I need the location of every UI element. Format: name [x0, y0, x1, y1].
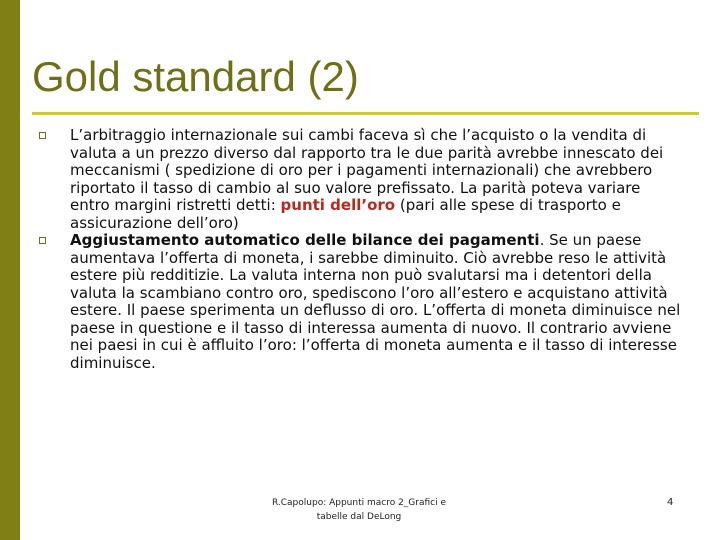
- slide-title: Gold standard (2): [32, 53, 359, 100]
- square-bullet-icon: [39, 132, 46, 139]
- bullet-text-part: (pari alle spese di trasporto e assicurazione dell’oro): [70, 196, 621, 232]
- bullet-item-arbitrage: [36, 127, 684, 232]
- footer-line: R.Capolupo: Appunti macro 2_Grafici e: [271, 498, 447, 508]
- bullet-text-part: L’arbitraggio internazionale sui cambi faceva sì che l’acquisto o la vendita di valuta a un prezzo diverso dal rapporto tra le due parità avrebbe innescato dei meccanismi ( spedizione di oro per i pagamenti internazionali) che avrebbero riportato il tasso di cambio al suo valore prefissato. La parità poteva variare entro margini ristretti detti:: [70, 126, 664, 214]
- page-number: 4: [667, 497, 674, 508]
- title-underline: [32, 112, 699, 115]
- bullet-item-adjustment: [36, 232, 684, 372]
- footer-source: [239, 496, 479, 524]
- bullet-text-part: . Se un paese aumentava l’offerta di moneta, i sarebbe diminuito. Ciò avrebbe reso le attività estere più redditizie. La valuta interna non può svalutarsi ma i detentori della valuta la scambiano contro oro, spediscono l’oro all’estero e acquistano attività estere. Il paese sperimenta un deflusso di oro. L’offerta di moneta diminuisce nel paese in questione e il tasso di interessa aumenta di nuovo. Il contrario avviene nei paesi in cui è affluito l’oro: l’offerta di moneta aumenta e il tasso di interesse diminuisce.: [70, 231, 681, 372]
- footer-line: tabelle dal DeLong: [316, 512, 402, 522]
- left-accent-bar: [0, 0, 20, 540]
- highlight-term: punti dell’oro: [280, 196, 396, 214]
- square-bullet-icon: [39, 237, 46, 244]
- slide-content: [36, 127, 684, 372]
- bold-heading: Aggiustamento automatico delle bilance dei pagamenti: [70, 231, 540, 249]
